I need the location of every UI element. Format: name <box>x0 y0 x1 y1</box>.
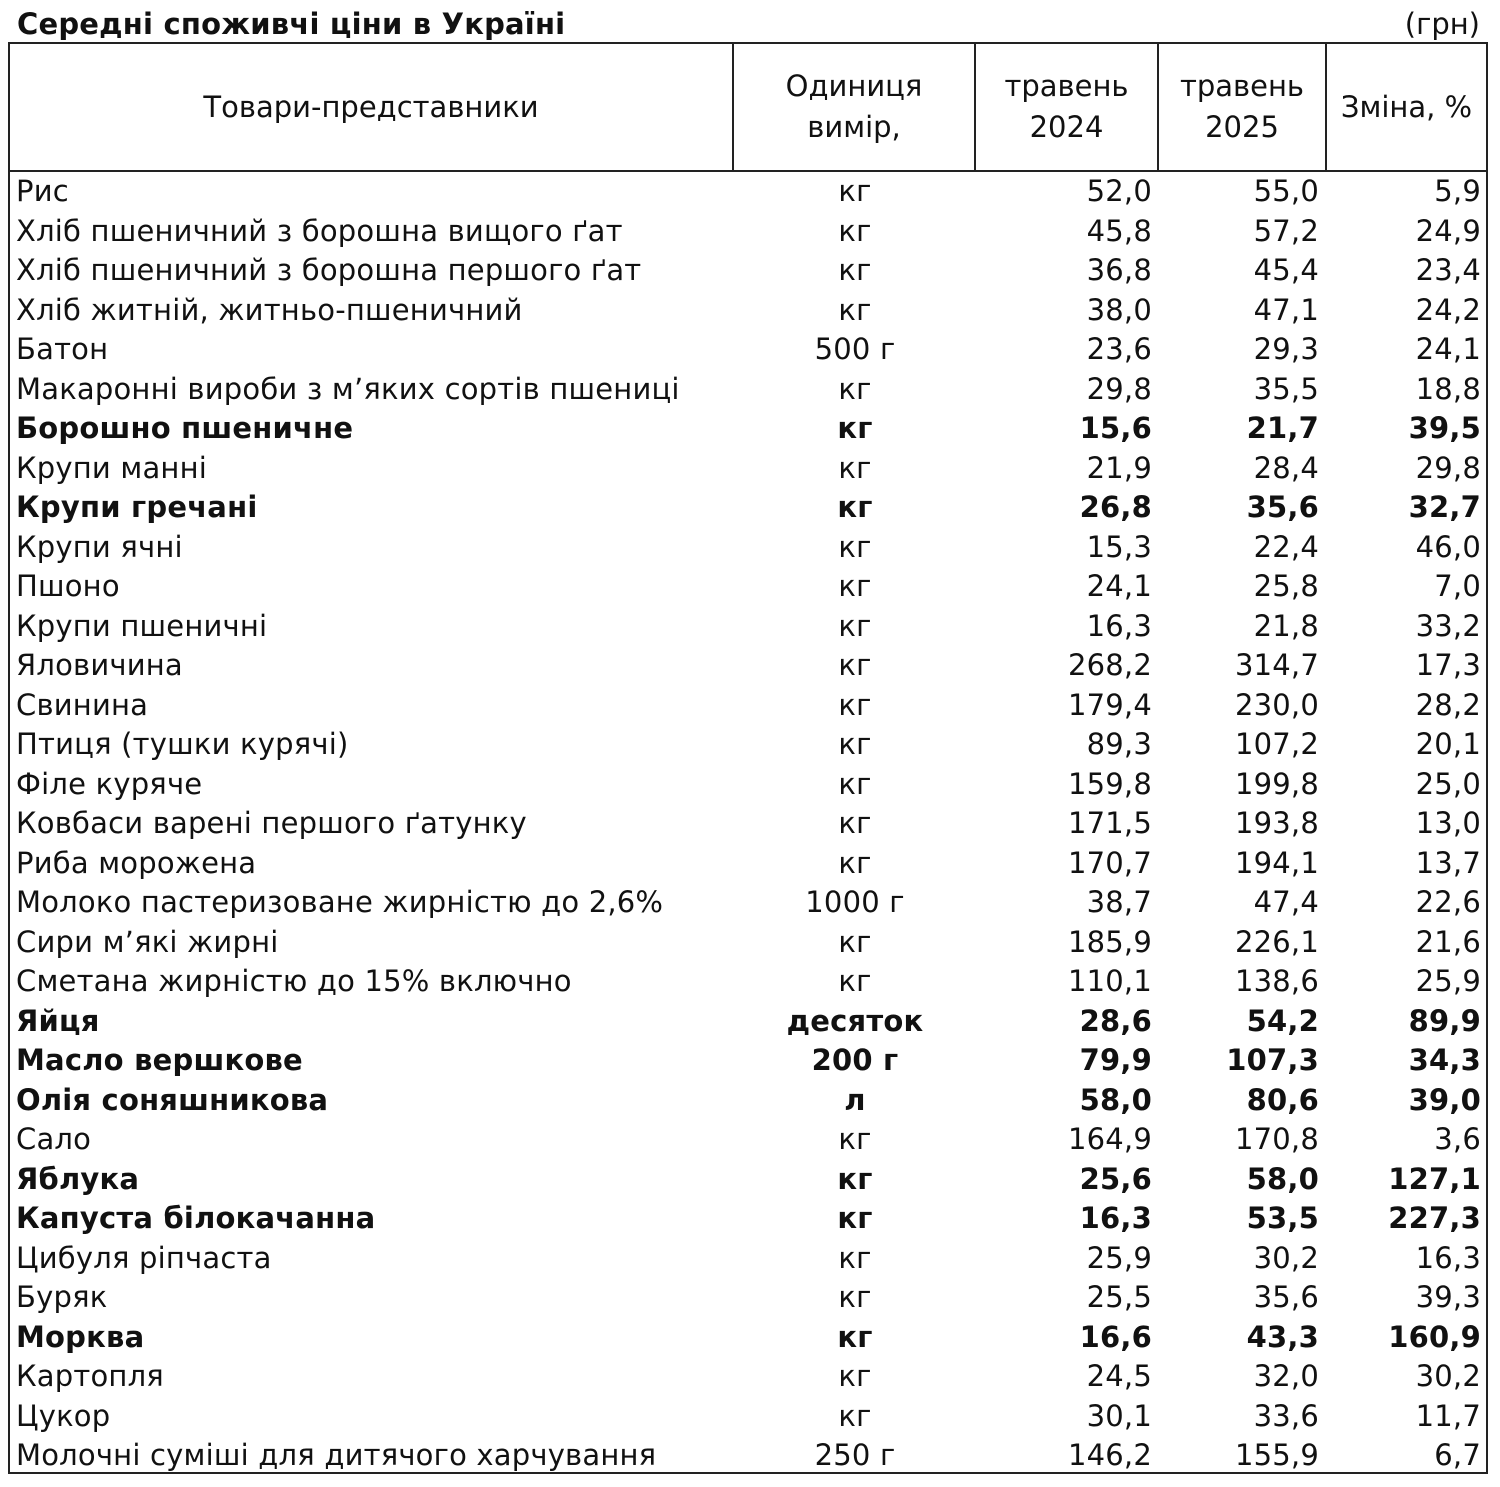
product-name: Молоко пастеризоване жирністю до 2,6% <box>16 885 664 919</box>
product-name: Пшоно <box>16 569 120 603</box>
change-percent: 22,6 <box>1415 885 1481 919</box>
table-row <box>10 488 1486 528</box>
price-may-2024: 15,3 <box>1086 529 1152 564</box>
price-may-2025: 35,6 <box>1246 490 1319 524</box>
price-may-2024: 89,3 <box>1086 727 1152 761</box>
price-may-2024: 146,2 <box>1067 1438 1152 1472</box>
price-may-2024: 268,2 <box>1067 648 1152 682</box>
change-percent: 7,0 <box>1434 569 1481 603</box>
price-may-2025: 32,0 <box>1253 1359 1319 1393</box>
table-row <box>10 725 1486 765</box>
change-percent: 24,2 <box>1415 292 1481 327</box>
unit-cell: кг <box>838 608 872 643</box>
price-may-2025: 22,4 <box>1253 529 1319 564</box>
product-name: Макаронні вироби з м’яких сортів пшениці <box>16 371 680 406</box>
table-row <box>10 330 1486 370</box>
product-name: Сири м’які жирні <box>16 924 279 959</box>
product-name: Батон <box>16 332 109 366</box>
change-percent: 33,2 <box>1415 608 1481 643</box>
change-percent: 160,9 <box>1388 1319 1481 1354</box>
header-product: Товари-представники <box>10 44 734 170</box>
price-may-2025: 226,1 <box>1234 924 1319 959</box>
price-may-2025: 54,2 <box>1246 1003 1319 1038</box>
table-row <box>10 1160 1486 1200</box>
change-percent: 28,2 <box>1415 687 1481 722</box>
product-name: Цукор <box>16 1398 111 1433</box>
product-name: Олія соняшникова <box>16 1082 329 1117</box>
unit-cell: 200 г <box>811 1043 899 1077</box>
price-may-2025: 107,2 <box>1234 727 1319 761</box>
table-row <box>10 409 1486 449</box>
price-may-2024: 38,7 <box>1086 885 1152 919</box>
price-may-2024: 28,6 <box>1079 1003 1152 1038</box>
price-may-2025: 170,8 <box>1234 1122 1319 1156</box>
price-may-2025: 55,0 <box>1253 174 1319 208</box>
change-percent: 13,7 <box>1415 845 1481 880</box>
unit-cell: кг <box>838 253 872 287</box>
product-name: Риба морожена <box>16 845 257 880</box>
unit-cell: кг <box>838 174 872 208</box>
table-row <box>10 765 1486 805</box>
header-may-2025: травень 2025 <box>1159 44 1327 170</box>
price-may-2025: 21,7 <box>1246 411 1319 445</box>
price-may-2024: 16,3 <box>1079 1201 1152 1235</box>
header-may-2024: травень 2024 <box>976 44 1159 170</box>
product-name: Хліб житній, житньо-пшеничний <box>16 292 523 327</box>
price-may-2024: 21,9 <box>1086 450 1152 485</box>
table-row <box>10 212 1486 252</box>
price-may-2024: 25,9 <box>1086 1240 1152 1275</box>
unit-cell: кг <box>838 964 872 998</box>
price-may-2025: 58,0 <box>1246 1161 1319 1196</box>
table-row <box>10 804 1486 844</box>
change-percent: 29,8 <box>1415 450 1481 485</box>
change-percent: 24,9 <box>1415 213 1481 248</box>
table-row <box>10 528 1486 568</box>
price-may-2025: 45,4 <box>1253 253 1319 287</box>
price-may-2025: 29,3 <box>1253 332 1319 366</box>
change-percent: 34,3 <box>1408 1043 1481 1077</box>
table-row <box>10 1041 1486 1081</box>
product-name: Свинина <box>16 687 149 722</box>
header-unit: Одиниця вимір, <box>734 44 976 170</box>
product-name: Сметана жирністю до 15% включно <box>16 964 572 998</box>
price-may-2025: 35,5 <box>1253 371 1319 406</box>
change-percent: 6,7 <box>1434 1438 1481 1472</box>
price-may-2024: 58,0 <box>1079 1082 1152 1117</box>
table-row <box>10 1318 1486 1358</box>
unit-cell: десяток <box>786 1003 924 1038</box>
price-may-2025: 230,0 <box>1234 687 1319 722</box>
product-name: Морква <box>16 1319 145 1354</box>
price-may-2025: 194,1 <box>1234 845 1319 880</box>
table-row <box>10 291 1486 331</box>
unit-cell: кг <box>838 766 872 801</box>
unit-cell: кг <box>837 411 873 445</box>
table-row <box>10 686 1486 726</box>
change-percent: 5,9 <box>1434 174 1481 208</box>
change-percent: 39,0 <box>1408 1082 1481 1117</box>
table-row <box>10 1120 1486 1160</box>
product-name: Масло вершкове <box>16 1043 303 1077</box>
unit-cell: кг <box>838 1240 872 1275</box>
table-row <box>10 962 1486 1002</box>
unit-cell: кг <box>838 845 872 880</box>
change-percent: 39,5 <box>1408 411 1481 445</box>
unit-cell: кг <box>838 450 872 485</box>
table-row <box>10 883 1486 923</box>
price-may-2024: 79,9 <box>1079 1043 1152 1077</box>
table-row <box>10 449 1486 489</box>
change-percent: 11,7 <box>1415 1398 1481 1433</box>
product-name: Крупи пшеничні <box>16 608 268 643</box>
price-may-2024: 185,9 <box>1067 924 1152 959</box>
table-row <box>10 1239 1486 1279</box>
table-row <box>10 1081 1486 1121</box>
table-row <box>10 1397 1486 1437</box>
unit-cell: кг <box>838 529 872 564</box>
price-may-2025: 47,4 <box>1253 885 1319 919</box>
price-may-2024: 29,8 <box>1086 371 1152 406</box>
product-name: Крупи ячні <box>16 529 183 564</box>
unit-cell: кг <box>837 1201 873 1235</box>
unit-cell: кг <box>838 569 872 603</box>
table-row <box>10 1002 1486 1042</box>
price-may-2024: 45,8 <box>1086 213 1152 248</box>
price-may-2024: 23,6 <box>1086 332 1152 366</box>
price-may-2025: 33,6 <box>1253 1398 1319 1433</box>
change-percent: 17,3 <box>1415 648 1481 682</box>
change-percent: 25,0 <box>1415 766 1481 801</box>
product-name: Хліб пшеничний з борошна першого ґат <box>16 253 642 287</box>
unit-cell: 250 г <box>814 1438 896 1472</box>
price-may-2025: 43,3 <box>1246 1319 1319 1354</box>
change-percent: 18,8 <box>1415 371 1481 406</box>
change-percent: 23,4 <box>1415 253 1481 287</box>
price-may-2024: 15,6 <box>1079 411 1152 445</box>
price-may-2024: 25,6 <box>1079 1161 1152 1196</box>
table-title: Середні споживчі ціни в Україні <box>17 7 566 41</box>
price-may-2024: 30,1 <box>1086 1398 1152 1433</box>
table-row <box>10 607 1486 647</box>
price-may-2025: 25,8 <box>1253 569 1319 603</box>
change-percent: 89,9 <box>1408 1003 1481 1038</box>
product-name: Крупи манні <box>16 450 208 485</box>
product-name: Борошно пшеничне <box>16 411 354 445</box>
product-name: Молочні суміші для дитячого харчування <box>16 1438 657 1472</box>
product-name: Яблука <box>16 1161 140 1196</box>
unit-cell: кг <box>838 292 872 327</box>
table-body <box>10 172 1486 1476</box>
product-name: Крупи гречані <box>16 490 258 524</box>
table-row <box>10 646 1486 686</box>
price-may-2024: 16,6 <box>1079 1319 1152 1354</box>
product-name: Яйця <box>16 1003 100 1038</box>
price-may-2025: 193,8 <box>1234 806 1319 840</box>
unit-cell: кг <box>838 806 872 840</box>
price-may-2024: 38,0 <box>1086 292 1152 327</box>
product-name: Ковбаси варені першого ґатунку <box>16 806 527 840</box>
change-percent: 127,1 <box>1388 1161 1481 1196</box>
unit-cell: кг <box>838 648 872 682</box>
price-may-2024: 26,8 <box>1079 490 1152 524</box>
unit-cell: кг <box>838 924 872 959</box>
product-name: Картопля <box>16 1359 164 1393</box>
change-percent: 21,6 <box>1415 924 1481 959</box>
price-may-2025: 30,2 <box>1253 1240 1319 1275</box>
change-percent: 25,9 <box>1415 964 1481 998</box>
table-row <box>10 1278 1486 1318</box>
product-name: Філе куряче <box>16 766 203 801</box>
change-percent: 24,1 <box>1415 332 1481 366</box>
price-may-2025: 199,8 <box>1234 766 1319 801</box>
price-may-2025: 314,7 <box>1234 648 1319 682</box>
product-name: Хліб пшеничний з борошна вищого ґат <box>16 213 623 248</box>
change-percent: 30,2 <box>1415 1359 1481 1393</box>
product-name: Рис <box>16 174 69 208</box>
currency-label: (грн) <box>1404 7 1480 41</box>
table-row <box>10 1436 1486 1476</box>
unit-cell: кг <box>838 727 872 761</box>
price-table <box>8 42 1488 1474</box>
price-may-2025: 155,9 <box>1234 1438 1319 1472</box>
price-may-2025: 35,6 <box>1253 1280 1319 1314</box>
table-row <box>10 370 1486 410</box>
price-may-2024: 159,8 <box>1067 766 1152 801</box>
unit-cell: 1000 г <box>805 885 905 919</box>
product-name: Птиця (тушки курячі) <box>16 727 349 761</box>
price-may-2025: 57,2 <box>1253 213 1319 248</box>
table-row <box>10 567 1486 607</box>
product-name: Буряк <box>16 1280 108 1314</box>
product-name: Сало <box>16 1122 92 1156</box>
price-may-2025: 47,1 <box>1253 292 1319 327</box>
change-percent: 16,3 <box>1415 1240 1481 1275</box>
price-may-2025: 80,6 <box>1246 1082 1319 1117</box>
change-percent: 3,6 <box>1434 1122 1481 1156</box>
change-percent: 227,3 <box>1388 1201 1481 1235</box>
price-may-2024: 25,5 <box>1086 1280 1152 1314</box>
price-may-2024: 171,5 <box>1067 806 1152 840</box>
price-may-2024: 16,3 <box>1086 608 1152 643</box>
price-may-2025: 53,5 <box>1246 1201 1319 1235</box>
price-may-2024: 36,8 <box>1086 253 1152 287</box>
table-row <box>10 844 1486 884</box>
unit-cell: кг <box>838 1280 872 1314</box>
unit-cell: кг <box>838 1398 872 1433</box>
price-may-2024: 52,0 <box>1086 174 1152 208</box>
product-name: Цибуля ріпчаста <box>16 1240 272 1275</box>
table-row <box>10 1357 1486 1397</box>
unit-cell: кг <box>837 490 873 524</box>
product-name: Яловичина <box>16 648 183 682</box>
unit-cell: кг <box>838 1122 872 1156</box>
unit-cell: кг <box>838 1359 872 1393</box>
price-may-2025: 138,6 <box>1234 964 1319 998</box>
unit-cell: кг <box>838 371 872 406</box>
change-percent: 20,1 <box>1415 727 1481 761</box>
price-may-2025: 107,3 <box>1226 1043 1319 1077</box>
price-may-2024: 24,5 <box>1086 1359 1152 1393</box>
price-may-2024: 179,4 <box>1067 687 1152 722</box>
change-percent: 32,7 <box>1408 490 1481 524</box>
price-may-2024: 170,7 <box>1067 845 1152 880</box>
table-row <box>10 1199 1486 1239</box>
table-row <box>10 172 1486 212</box>
table-row <box>10 923 1486 963</box>
unit-cell: л <box>844 1082 866 1117</box>
product-name: Капуста білокачанна <box>16 1201 376 1235</box>
change-percent: 46,0 <box>1415 529 1481 564</box>
price-may-2025: 21,8 <box>1253 608 1319 643</box>
unit-cell: кг <box>837 1161 873 1196</box>
change-percent: 39,3 <box>1415 1280 1481 1314</box>
unit-cell: кг <box>838 687 872 722</box>
header-change: Зміна, % <box>1340 89 1473 124</box>
unit-cell: 500 г <box>814 332 896 366</box>
unit-cell: кг <box>837 1319 873 1354</box>
price-may-2024: 24,1 <box>1086 569 1152 603</box>
change-percent: 13,0 <box>1415 806 1481 840</box>
price-may-2024: 164,9 <box>1067 1122 1152 1156</box>
table-row <box>10 251 1486 291</box>
table-header <box>10 44 1486 172</box>
price-may-2025: 28,4 <box>1253 450 1319 485</box>
unit-cell: кг <box>838 213 872 248</box>
price-may-2024: 110,1 <box>1067 964 1152 998</box>
